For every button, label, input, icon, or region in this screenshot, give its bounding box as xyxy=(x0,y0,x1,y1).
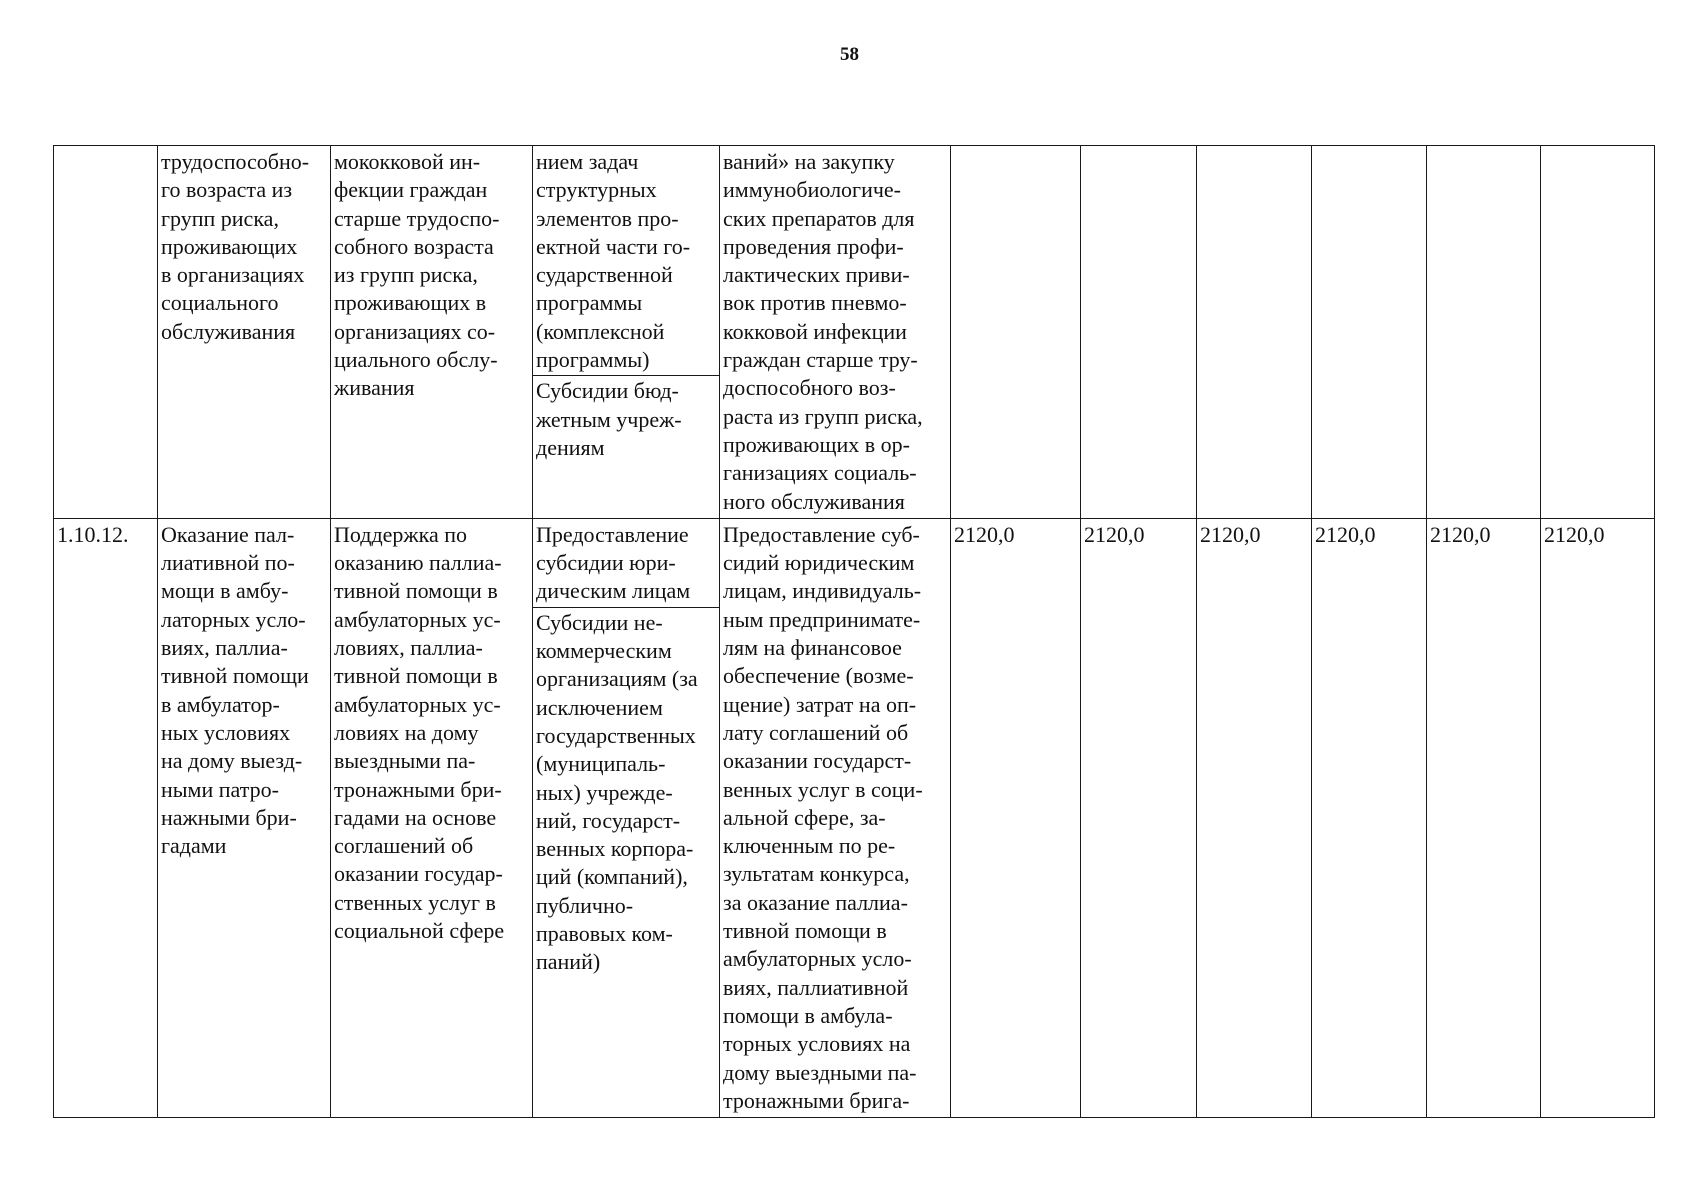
cell-text-line: сидий юридическим xyxy=(723,550,915,576)
cell-text-line: ным предпринимате- xyxy=(723,606,921,632)
page-number: 58 xyxy=(840,44,859,65)
cell-name xyxy=(158,518,331,1117)
cell-text-line: субсидии юри- xyxy=(536,550,676,576)
cell-text-line: помощи в амбула- xyxy=(723,1002,893,1028)
cell-text-line: гадами xyxy=(161,833,227,859)
cell-name xyxy=(158,146,331,519)
cell-text-line: тивной помощи в xyxy=(334,578,498,604)
cell-value-5 xyxy=(1427,146,1541,519)
cell-text-line: ских препаратов для xyxy=(723,205,915,231)
cell-text-line: Субсидии бюд- xyxy=(536,378,679,404)
purpose-top xyxy=(533,148,719,376)
cell-text-line: правовых ком- xyxy=(536,921,673,947)
cell-text-line: гадами на основе xyxy=(334,804,497,830)
cell-text-line: фекции граждан xyxy=(334,177,488,203)
cell-value-6 xyxy=(1541,146,1655,519)
cell-text-line: доспособного воз- xyxy=(723,375,896,401)
cell-text-line: ваний» на закупку xyxy=(723,149,895,174)
cell-text-line: структурных xyxy=(536,177,657,203)
cell-text-line: виях, паллиа- xyxy=(161,635,288,661)
cell-value-1 xyxy=(951,146,1081,519)
cell-text-line: дениям xyxy=(536,434,605,460)
cell-text-line: государственных xyxy=(536,722,696,748)
cell-text-line: нием задач xyxy=(536,149,639,174)
cell-value-1: 2120,0 xyxy=(951,518,1081,1117)
cell-value-4 xyxy=(1312,146,1427,519)
cell-text-line: Поддержка по xyxy=(334,521,467,547)
cell-text-line: дическим лицам xyxy=(536,578,691,604)
cell-text-line: венных корпора- xyxy=(536,836,694,862)
cell-text-line: ственных услуг в xyxy=(334,889,496,915)
cell-text-line: нажными бри- xyxy=(161,804,297,830)
cell-value-3 xyxy=(1197,146,1312,519)
cell-text-line: тивной помощи xyxy=(161,663,309,689)
cell-text-line: ектной части го- xyxy=(536,233,691,259)
cell-text-line: ключенным по ре- xyxy=(723,833,896,859)
cell-value-2: 2120,0 xyxy=(1081,518,1197,1117)
cell-text-line: дому выездными па- xyxy=(723,1059,917,1085)
cell-text-line: публично- xyxy=(536,892,634,918)
cell-text-line: программы xyxy=(536,290,643,316)
cell-text-line: тивной помощи в xyxy=(334,663,498,689)
cell-purpose xyxy=(533,146,720,519)
cell-result xyxy=(331,146,533,519)
cell-text-line: собного возраста xyxy=(334,233,494,259)
purpose-bottom xyxy=(536,376,716,462)
cell-text-line: венных услуг в соци- xyxy=(723,776,923,802)
cell-value-3: 2120,0 xyxy=(1197,518,1312,1117)
cell-direction xyxy=(720,146,951,519)
budget-table xyxy=(53,145,1655,1118)
cell-text-line: ганизациях социаль- xyxy=(723,460,917,486)
cell-text-line: трудоспособно- xyxy=(161,149,310,174)
purpose-bottom xyxy=(536,608,716,977)
cell-text-line: организациях со- xyxy=(334,318,496,344)
cell-text-line: циального обслу- xyxy=(334,347,498,373)
cell-text-line: виях, паллиативной xyxy=(723,974,909,1000)
cell-text-line: элементов про- xyxy=(536,205,679,231)
cell-text-line: кокковой инфекции xyxy=(723,318,907,344)
table-row-continuation xyxy=(54,146,1655,519)
cell-result xyxy=(331,518,533,1117)
cell-text-line: (муниципаль- xyxy=(536,751,666,777)
cell-text-line: ных условиях xyxy=(161,719,291,745)
cell-text-line: старше трудоспо- xyxy=(334,205,500,231)
cell-text-line: лактических приви- xyxy=(723,262,910,288)
cell-text-line: ных) учрежде- xyxy=(536,779,673,805)
cell-text-line: мощи в амбу- xyxy=(161,578,289,604)
cell-text-line: латорных усло- xyxy=(161,606,306,632)
cell-text-line: коммерческим xyxy=(536,638,672,664)
cell-text-line: раста из групп риска, xyxy=(723,403,923,429)
cell-text-line: альной сфере, за- xyxy=(723,804,886,830)
cell-value-6: 2120,0 xyxy=(1541,518,1655,1117)
cell-text-line: паний) xyxy=(536,949,601,975)
cell-direction xyxy=(720,518,951,1117)
cell-text-line: лиативной по- xyxy=(161,550,295,576)
cell-text-line: социальной сфере xyxy=(334,918,505,944)
cell-text-line: лям на финансовое xyxy=(723,635,902,661)
cell-text-line: тивной помощи в xyxy=(723,918,887,944)
cell-text-line: зультатам конкурса, xyxy=(723,861,910,887)
cell-text-line: Субсидии не- xyxy=(536,609,663,635)
cell-text-line: ний, государст- xyxy=(536,807,681,833)
cell-text-line: обеспечение (возме- xyxy=(723,663,914,689)
cell-text-line: ловиях на дому xyxy=(334,719,479,745)
cell-text-line: лату соглашений об xyxy=(723,719,909,745)
cell-text-line: торных условиях на xyxy=(723,1031,911,1057)
cell-text-line: (комплексной xyxy=(536,318,665,344)
cell-text-line: проведения профи- xyxy=(723,233,904,259)
table-row-1-10-12 xyxy=(54,518,1655,1117)
cell-value-4: 2120,0 xyxy=(1312,518,1427,1117)
cell-text-line: программы) xyxy=(536,347,650,373)
cell-text-line: на дому выезд- xyxy=(161,748,303,774)
cell-text-line: амбулаторных ус- xyxy=(334,691,501,717)
cell-text-line: выездными па- xyxy=(334,748,476,774)
cell-text-line: исключением xyxy=(536,694,663,720)
cell-text-line: в организациях xyxy=(161,262,305,288)
cell-text-line: оказанию паллиа- xyxy=(334,550,502,576)
cell-value-2 xyxy=(1081,146,1197,519)
cell-text-line: из групп риска, xyxy=(334,262,478,288)
cell-text-line: амбулаторных усло- xyxy=(723,946,912,972)
cell-text-line: сударственной xyxy=(536,262,673,288)
cell-text-line: проживающих xyxy=(161,233,298,259)
purpose-top xyxy=(533,521,719,608)
cell-text-line: мококковой ин- xyxy=(334,149,481,174)
cell-text-line: ловиях, паллиа- xyxy=(334,635,483,661)
cell-text-line: Оказание пал- xyxy=(161,521,295,547)
cell-text-line: тронажными бри- xyxy=(334,776,502,802)
cell-text-line: ций (компаний), xyxy=(536,864,688,890)
cell-text-line: обслуживания xyxy=(161,318,296,344)
cell-text-line: тронажными бригa- xyxy=(723,1087,910,1113)
cell-text-line: амбулаторных ус- xyxy=(334,606,501,632)
cell-text-line: ными патро- xyxy=(161,776,279,802)
cell-text-line: в амбулатор- xyxy=(161,691,280,717)
cell-text-line: организациям (за xyxy=(536,666,698,692)
cell-text-line: вок против пневмо- xyxy=(723,290,907,316)
cell-purpose xyxy=(533,518,720,1117)
cell-text-line: Предоставление суб- xyxy=(723,521,920,547)
cell-code: 1.10.12. xyxy=(54,518,158,1117)
cell-text-line: граждан старше тру- xyxy=(723,347,918,373)
cell-text-line: жетным учреж- xyxy=(536,406,682,432)
cell-text-line: оказании государ- xyxy=(334,861,503,887)
cell-text-line: щение) затрат на оп- xyxy=(723,691,917,717)
cell-text-line: лицам, индивидуаль- xyxy=(723,578,922,604)
cell-text-line: живания xyxy=(334,375,415,401)
cell-text-line: социального xyxy=(161,290,279,316)
cell-text-line: Предоставление xyxy=(536,521,689,547)
cell-text-line: иммунобиологиче- xyxy=(723,177,901,203)
cell-text-line: за оказание паллиа- xyxy=(723,889,908,915)
cell-text-line: проживающих в ор- xyxy=(723,431,910,457)
cell-text-line: соглашений об xyxy=(334,833,474,859)
cell-text-line: ного обслуживания xyxy=(723,488,905,514)
cell-code xyxy=(54,146,158,519)
cell-value-5: 2120,0 xyxy=(1427,518,1541,1117)
cell-text-line: оказании государст- xyxy=(723,748,912,774)
cell-text-line: го возраста из xyxy=(161,177,293,203)
cell-text-line: групп риска, xyxy=(161,205,279,231)
cell-text-line: проживающих в xyxy=(334,290,487,316)
